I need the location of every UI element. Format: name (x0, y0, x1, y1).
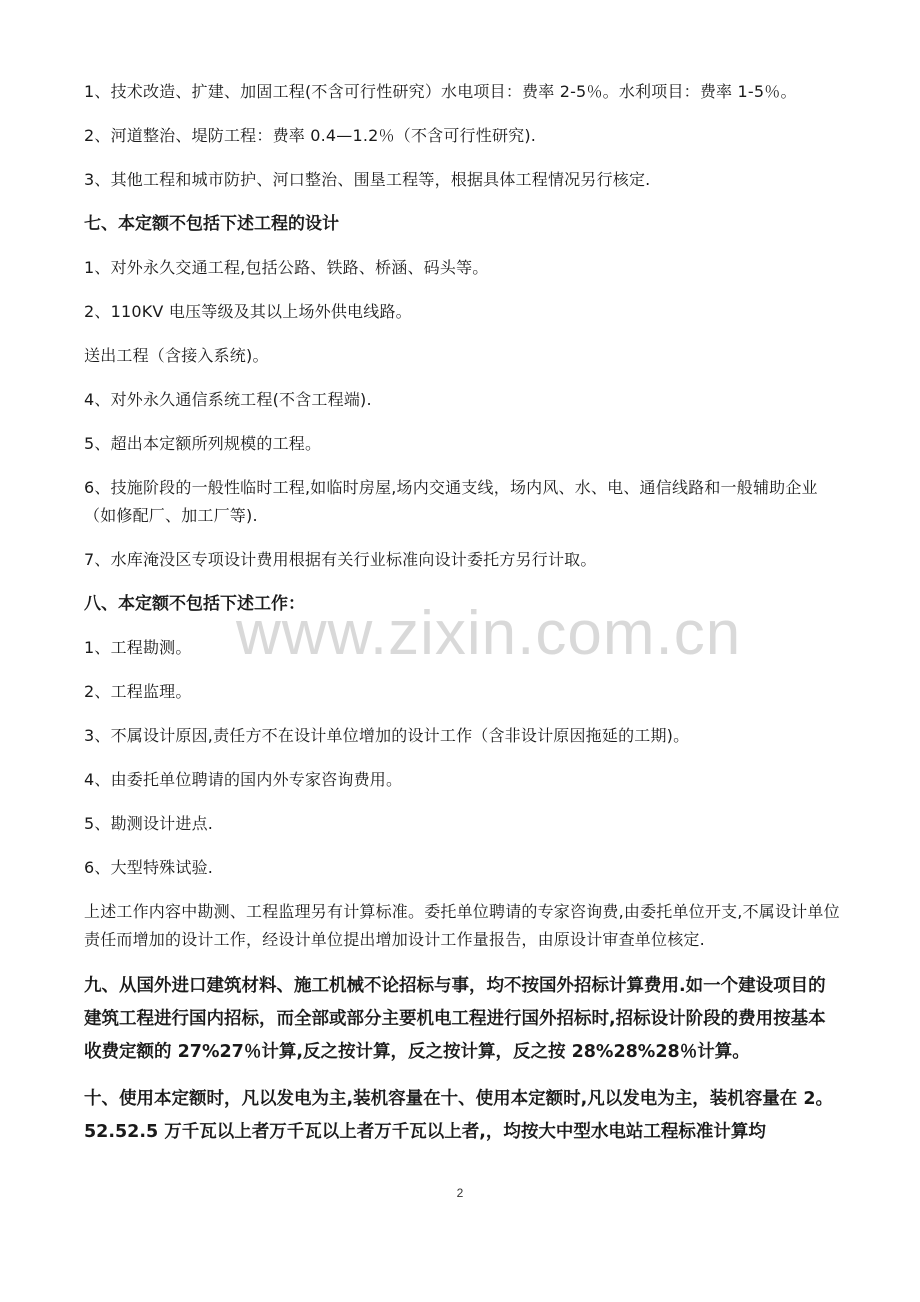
paragraph-item-3: 3、其他工程和城市防护、河口整治、围垦工程等，根据具体工程情况另行核定. (84, 170, 651, 189)
page-number: 2 (456, 1186, 464, 1200)
paragraph-item-7-7: 7、水库淹没区专项设计费用根据有关行业标准向设计委托方另行计取。 (84, 550, 597, 569)
paragraph-item-8-3: 3、不属设计原因,责任方不在设计单位增加的设计工作（含非设计原因拖延的工期)。 (84, 726, 690, 745)
section-heading-7: 七、本定额不包括下述工程的设计 (84, 214, 339, 234)
paragraph-item-7-1: 1、对外永久交通工程,包括公路、铁路、桥涵、码头等。 (84, 258, 489, 277)
paragraph-item-7-2: 2、110KV 电压等级及其以上场外供电线路。 (84, 302, 412, 321)
paragraph-item-8-5: 5、勘测设计进点. (84, 814, 214, 833)
section-heading-8: 八、本定额不包括下述工作： (84, 594, 305, 614)
paragraph-item-2: 2、河道整治、堤防工程：费率 0.4—1.2％（不含可行性研究). (84, 126, 537, 145)
paragraph-item-7-3: 送出工程（含接入系统)。 (84, 346, 269, 365)
paragraph-item-7-5: 5、超出本定额所列规模的工程。 (84, 434, 322, 453)
paragraph-item-1: 1、技术改造、扩建、加固工程(不含可行性研究）水电项目：费率 2-5％。水利项目：费率 1-5％。 (84, 82, 797, 101)
section-paragraph-9: 九、从国外进口建筑材料、施工机械不论招标与事，均不按国外招标计算费用.如一个建设项目的建筑工程进行国内招标，而全部或部分主要机电工程进行国外招标时,招标设计阶段的费用按基本收费定额的 27%27％计算,反之按计算，反之按计算，反之按 28%28%28％计算。 (84, 976, 826, 1062)
paragraph-item-7-4: 4、对外永久通信系统工程(不含工程端). (84, 390, 372, 409)
section-paragraph-10: 十、使用本定额时，凡以发电为主,装机容量在十、使用本定额时,凡以发电为主，装机容量在 2。52.52.5 万千瓦以上者万千瓦以上者万千瓦以上者,，均按大中型水电站工程标准计算均 (84, 1089, 834, 1142)
watermark-text: www.zixin.com.cn (236, 599, 742, 668)
paragraph-item-8-4: 4、由委托单位聘请的国内外专家咨询费用。 (84, 770, 403, 789)
paragraph-item-7-6: 6、技施阶段的一般性临时工程,如临时房屋,场内交通支线，场内风、水、电、通信线路和一般辅助企业（如修配厂、加工厂等). (84, 478, 818, 525)
paragraph-item-8-1: 1、工程勘测。 (84, 638, 192, 657)
paragraph-note: 上述工作内容中勘测、工程监理另有计算标准。委托单位聘请的专家咨询费,由委托单位开支,不属设计单位责任而增加的设计工作，经设计单位提出增加设计工作量报告，由原设计审查单位核定. (84, 902, 840, 949)
paragraph-item-8-6: 6、大型特殊试验. (84, 858, 214, 877)
paragraph-item-8-2: 2、工程监理。 (84, 682, 192, 701)
document-body (84, 78, 840, 1163)
